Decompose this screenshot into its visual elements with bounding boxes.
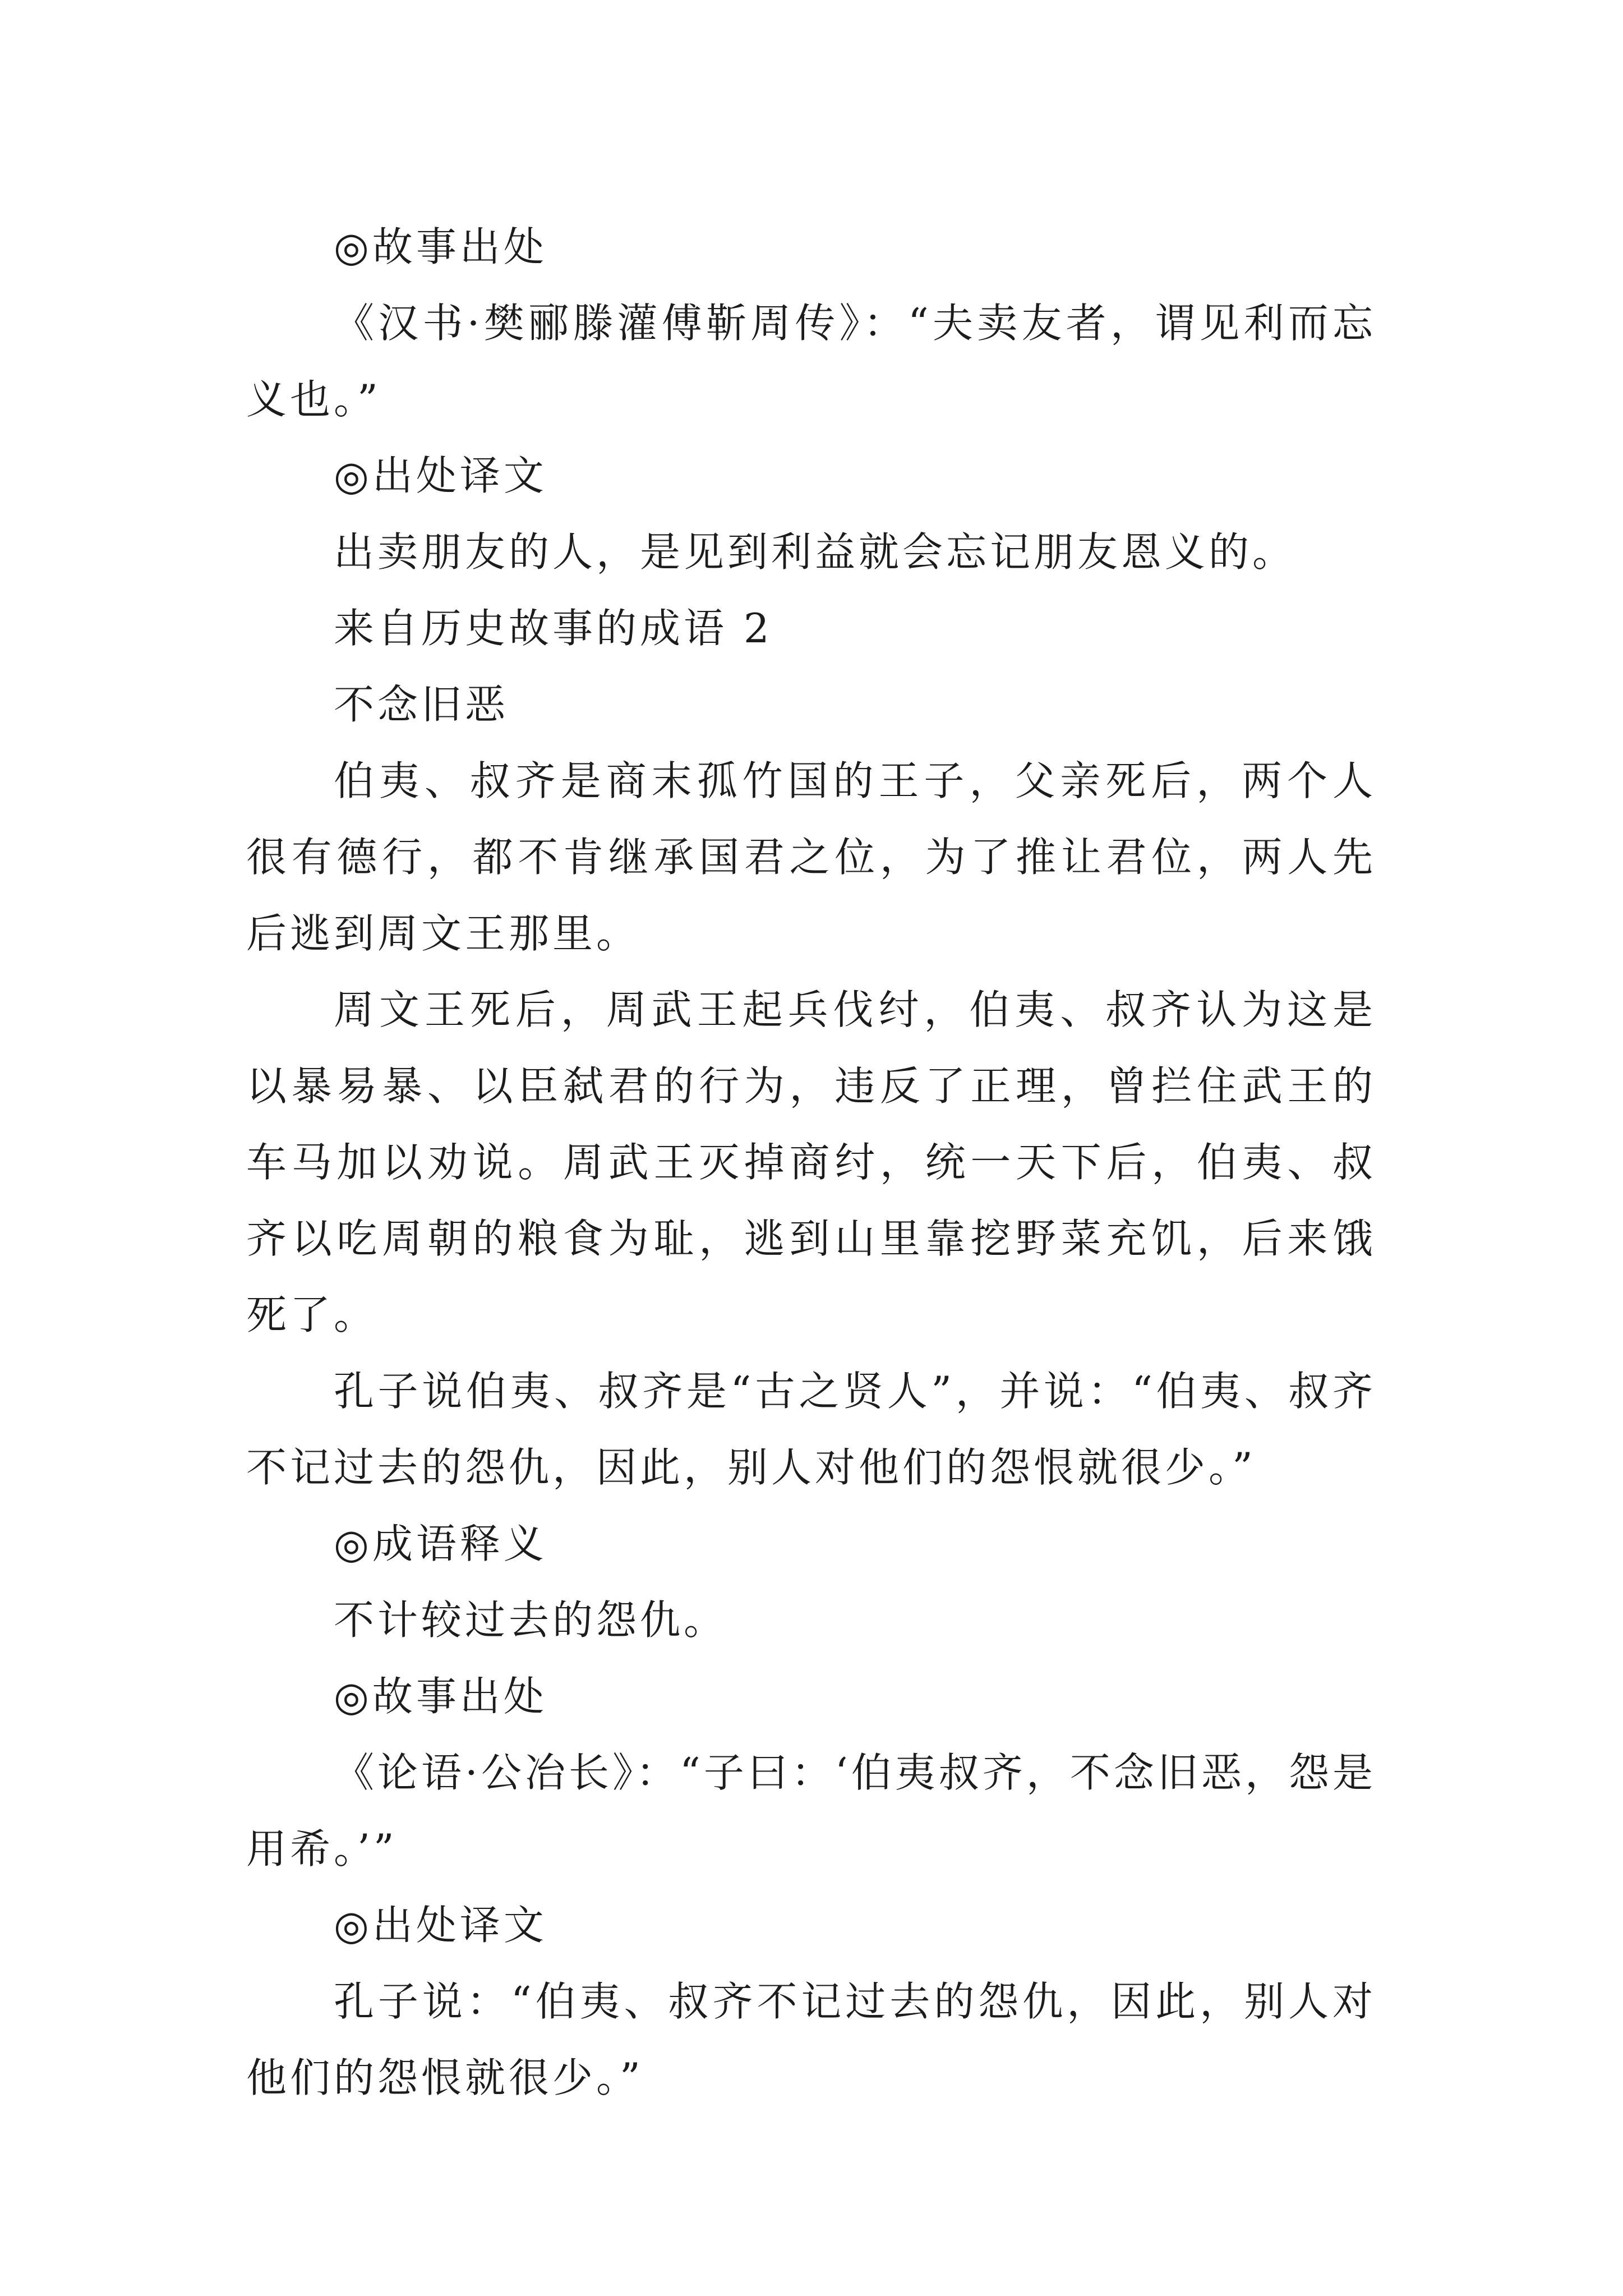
document-body <box>246 209 1376 2116</box>
section-heading-idiom-meaning: ◎成语释义 <box>334 1520 547 1567</box>
story-paragraph: 伯夷、叔齐是商末孤竹国的王子，父亲死后，两个人很有德行，都不肯继承国君之位，为了推让君位，两人先后逃到周文王那里。 <box>246 757 1376 957</box>
story-paragraph: 孔子说伯夷、叔齐是“古之贤人”，并说：“伯夷、叔齐不记过去的怨仇，因此，别人对他们的怨恨就很少。” <box>246 1368 1376 1491</box>
section-heading-source-translation: ◎出处译文 <box>334 452 547 499</box>
meaning-paragraph: 不计较过去的怨仇。 <box>334 1596 728 1644</box>
idiom-title: 不念旧恶 <box>334 681 509 728</box>
section-heading-source-translation: ◎出处译文 <box>334 1902 547 1949</box>
source-quote-paragraph: 《汉书·樊郦滕灌傅靳周传》：“夫卖友者，谓见利而忘义也。” <box>246 300 1376 423</box>
translation-paragraph: 孔子说：“伯夷、叔齐不记过去的怨仇，因此，别人对他们的怨恨就很少。” <box>246 1978 1376 2101</box>
chapter-title: 来自历史故事的成语 2 <box>334 605 773 652</box>
source-quote-paragraph: 《论语·公冶长》：“子曰：‘伯夷叔齐，不念旧恶，怨是用希。’” <box>246 1749 1376 1872</box>
story-paragraph: 周文王死后，周武王起兵伐纣，伯夷、叔齐认为这是以暴易暴、以臣弑君的行为，违反了正理，曾拦住武王的车马加以劝说。周武王灭掉商纣，统一天下后，伯夷、叔齐以吃周朝的粮食为耻，逃到山里靠挖野菜充饥，后来饿死了。 <box>246 986 1376 1338</box>
section-heading-story-source: ◎故事出处 <box>334 223 547 270</box>
translation-paragraph: 出卖朋友的人，是见到利益就会忘记朋友恩义的。 <box>334 528 1297 576</box>
section-heading-story-source: ◎故事出处 <box>334 1673 547 1720</box>
